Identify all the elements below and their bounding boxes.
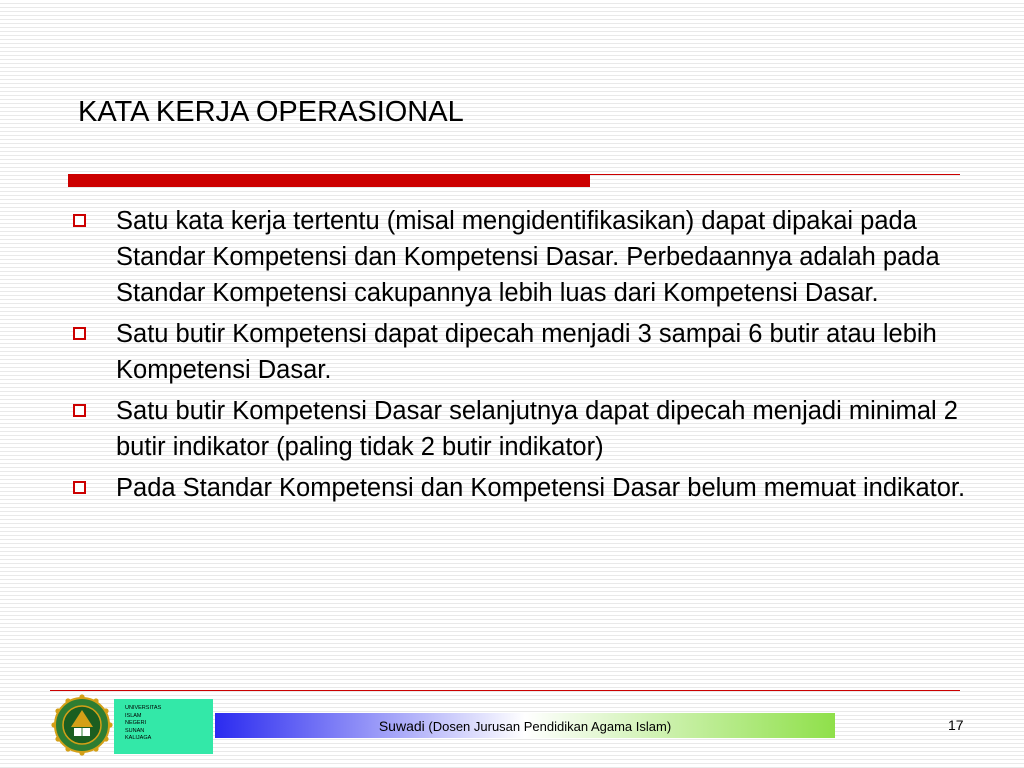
university-name-line: UNIVERSITAS xyxy=(125,705,162,711)
university-name-line: SUNAN xyxy=(125,727,145,734)
page-number: 17 xyxy=(948,717,964,733)
hollow-square-icon xyxy=(73,404,86,417)
footer-credit xyxy=(215,718,835,734)
hollow-square-icon xyxy=(73,481,86,494)
bullet-item xyxy=(66,393,986,465)
slide-title: KATA KERJA OPERASIONAL xyxy=(78,96,464,128)
university-name-line: ISLAM xyxy=(125,712,142,719)
university-name-line: KALIJAGA xyxy=(125,735,152,742)
bullet-item xyxy=(66,470,986,506)
hollow-square-icon xyxy=(73,327,86,340)
bullet-text: Satu butir Kompetensi dapat dipecah menjadi 3 sampai 6 butir atau lebih Kompetensi Dasar. xyxy=(116,320,937,384)
university-name-line: NEGERI xyxy=(125,720,147,727)
bullet-item xyxy=(66,203,986,311)
university-name-box xyxy=(114,699,213,754)
bullet-item xyxy=(66,316,986,388)
footer-divider xyxy=(50,690,960,691)
university-logo-icon xyxy=(51,694,113,756)
bullet-list xyxy=(66,203,986,511)
bullet-text: Pada Standar Kompetensi dan Kompetensi Dasar belum memuat indikator. xyxy=(116,474,966,502)
bullet-text: Satu butir Kompetensi Dasar selanjutnya dapat dipecah menjadi minimal 2 butir indikator (paling tidak 2 butir indikator) xyxy=(116,397,958,461)
hollow-square-icon xyxy=(73,214,86,227)
bullet-text: Satu kata kerja tertentu (misal mengidentifikasikan) dapat dipakai pada Standar Kompetensi dan Kompetensi Dasar. Perbedaannya adalah pada Standar Kompetensi cakupannya lebih luas dari Kompetensi Dasar. xyxy=(116,207,940,307)
title-accent-bar xyxy=(68,175,590,187)
author-note: (Dosen Jurusan Pendidikan Agama Islam) xyxy=(428,719,672,734)
footer-bar xyxy=(215,713,835,738)
author-name: Suwadi xyxy=(378,718,425,734)
